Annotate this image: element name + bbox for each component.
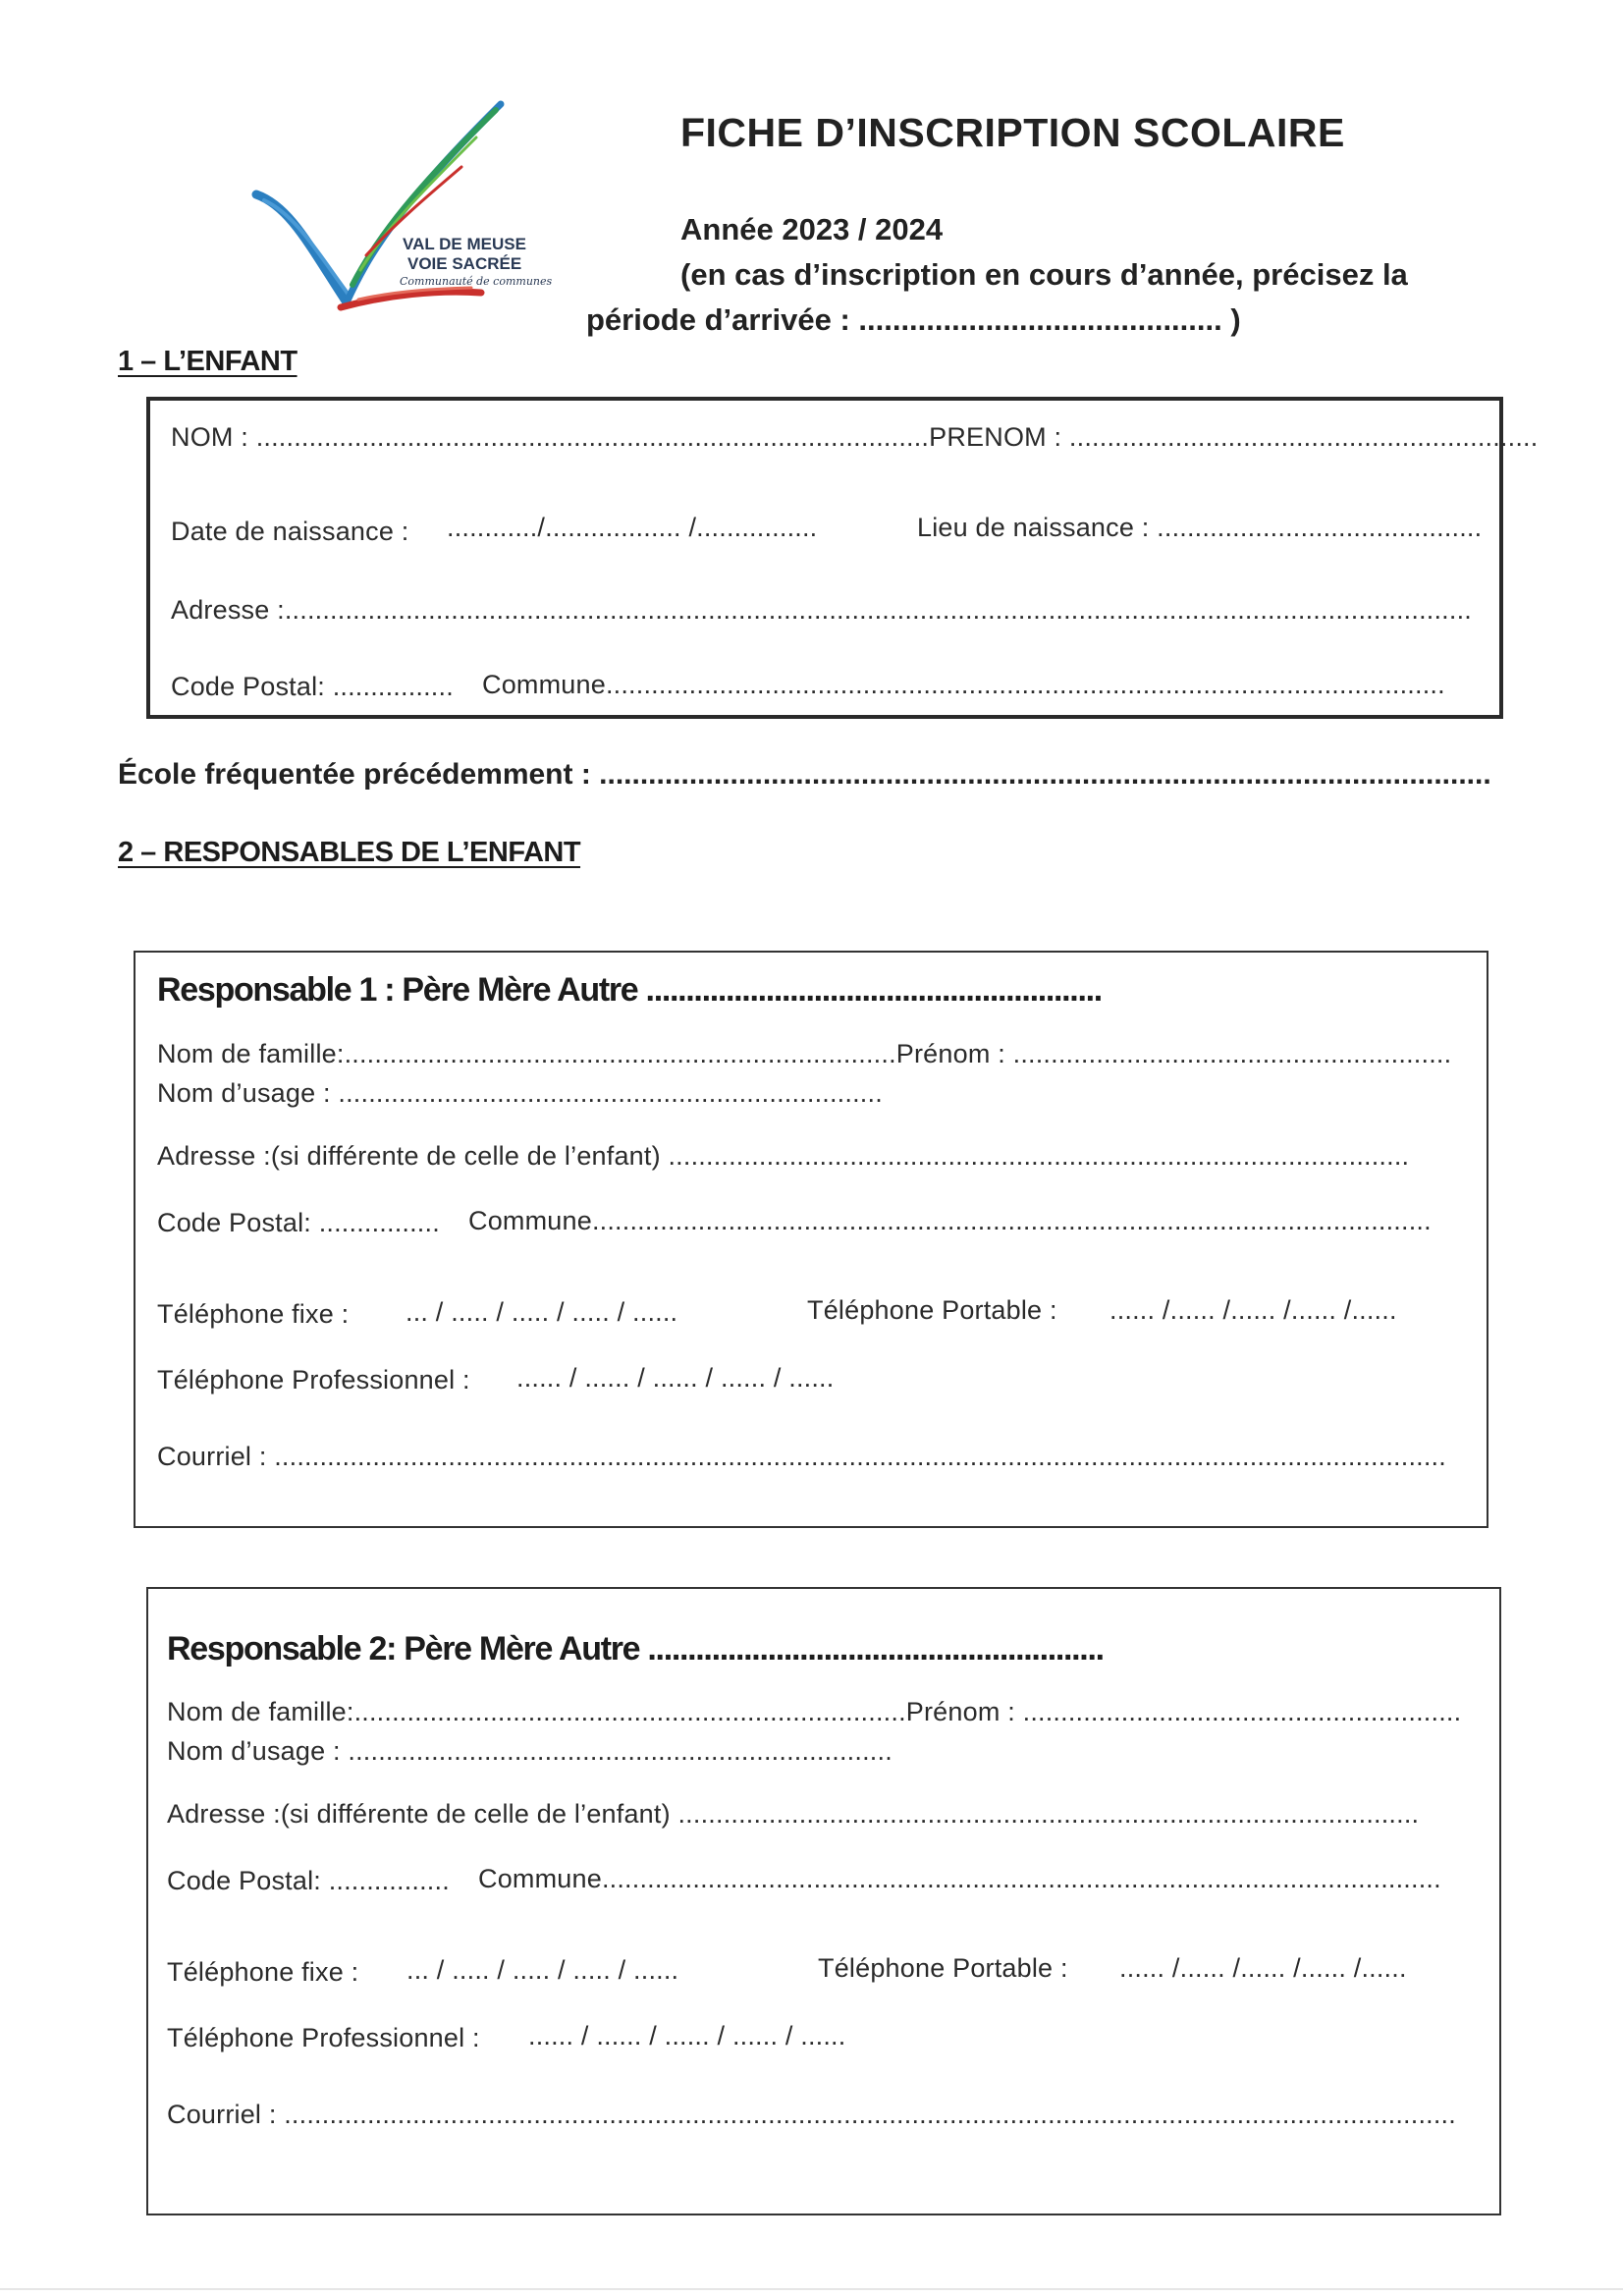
child-postal-code-field[interactable]: Code Postal: ................ [171,672,454,701]
responsable2-tel-portable-field[interactable]: ...... /...... /...... /...... /...... [1119,1953,1407,1983]
responsable2-header[interactable]: Responsable 2: Père Mère Autre ......................................................... [167,1630,1104,1667]
responsable2-address-field[interactable]: Adresse :(si différente de celle de l’enfant) .................................................................................................. [167,1799,1420,1829]
child-birthplace-field[interactable]: Lieu de naissance : ........................................... [917,513,1483,542]
responsable2-tel-pro-label: Téléphone Professionnel : [167,2023,480,2052]
responsable1-nom-famille-field[interactable]: Nom de famille:.........................................................................Prénom : .......................................................... [157,1039,1452,1068]
scan-edge-divider [0,2288,1623,2290]
responsable1-header[interactable]: Responsable 1 : Père Mère Autre ......................................................... [157,971,1102,1009]
logo-line2: VOIE SACRÉE [407,254,522,273]
child-address-field[interactable]: Adresse :............................................................................................................................................................. [171,595,1472,625]
logo-line1: VAL DE MEUSE [403,235,526,253]
responsable2-postal-code-field[interactable]: Code Postal: ................ [167,1866,450,1895]
responsable1-tel-pro-label: Téléphone Professionnel : [157,1365,470,1394]
responsable2-tel-portable-label: Téléphone Portable : [818,1953,1068,1983]
responsable2-commune-field[interactable]: Commune............................................................................................................... [478,1864,1441,1893]
logo-line3: Communauté de communes [400,275,553,288]
responsable1-email-field[interactable]: Courriel : ........................................................................................................................................................... [157,1442,1446,1471]
child-birthdate-label: Date de naissance : [171,517,409,546]
child-commune-field[interactable]: Commune............................................................................................................... [482,670,1445,699]
child-birthdate-field[interactable]: ............/.................. /................ [447,513,818,542]
arrival-note-line1: (en cas d’inscription en cours d’année, précisez la [680,257,1408,292]
responsable1-nom-usage-field[interactable]: Nom d’usage : ........................................................................ [157,1078,883,1108]
arrival-note-line2: période d’arrivée : ........................................... ) [586,302,1241,337]
responsable2-tel-pro-field[interactable]: ...... / ...... / ...... / ...... / ...... [528,2021,846,2050]
responsable1-tel-pro-field[interactable]: ...... / ...... / ...... / ...... / ...... [516,1363,835,1393]
page-title: FICHE D’INSCRIPTION SCOLAIRE [680,110,1345,155]
responsable1-tel-portable-field[interactable]: ...... /...... /...... /...... /...... [1109,1295,1397,1325]
responsable1-tel-fixe-label: Téléphone fixe : [157,1299,350,1329]
responsable2-nom-famille-field[interactable]: Nom de famille:.........................................................................Prénom : .......................................................... [167,1697,1462,1726]
section-heading-enfant: 1 – L’ENFANT [118,346,298,377]
responsable1-commune-field[interactable]: Commune............................................................................................................... [468,1206,1432,1235]
previous-school-field[interactable]: École fréquentée précédemment : ............................................................................................................. [118,758,1491,791]
logo [250,98,553,319]
responsable1-address-field[interactable]: Adresse :(si différente de celle de l’enfant) .................................................................................................. [157,1141,1410,1171]
child-nom-field[interactable]: NOM : .........................................................................................PRENOM : .............................................................. [171,422,1539,452]
responsable1-tel-portable-label: Téléphone Portable : [807,1295,1057,1325]
responsable2-tel-fixe-label: Téléphone fixe : [167,1957,359,1987]
responsable2-tel-fixe-field[interactable]: ... / ..... / ..... / ..... / ...... [406,1955,679,1985]
section-heading-responsables: 2 – RESPONSABLES DE L’ENFANT [118,837,581,868]
responsable1-tel-fixe-field[interactable]: ... / ..... / ..... / ..... / ...... [406,1297,678,1327]
responsable2-email-field[interactable]: Courriel : ........................................................................................................................................................... [167,2100,1456,2129]
responsable1-postal-code-field[interactable]: Code Postal: ................ [157,1208,440,1237]
school-year: Année 2023 / 2024 [680,212,944,246]
responsable2-nom-usage-field[interactable]: Nom d’usage : ........................................................................ [167,1736,893,1766]
